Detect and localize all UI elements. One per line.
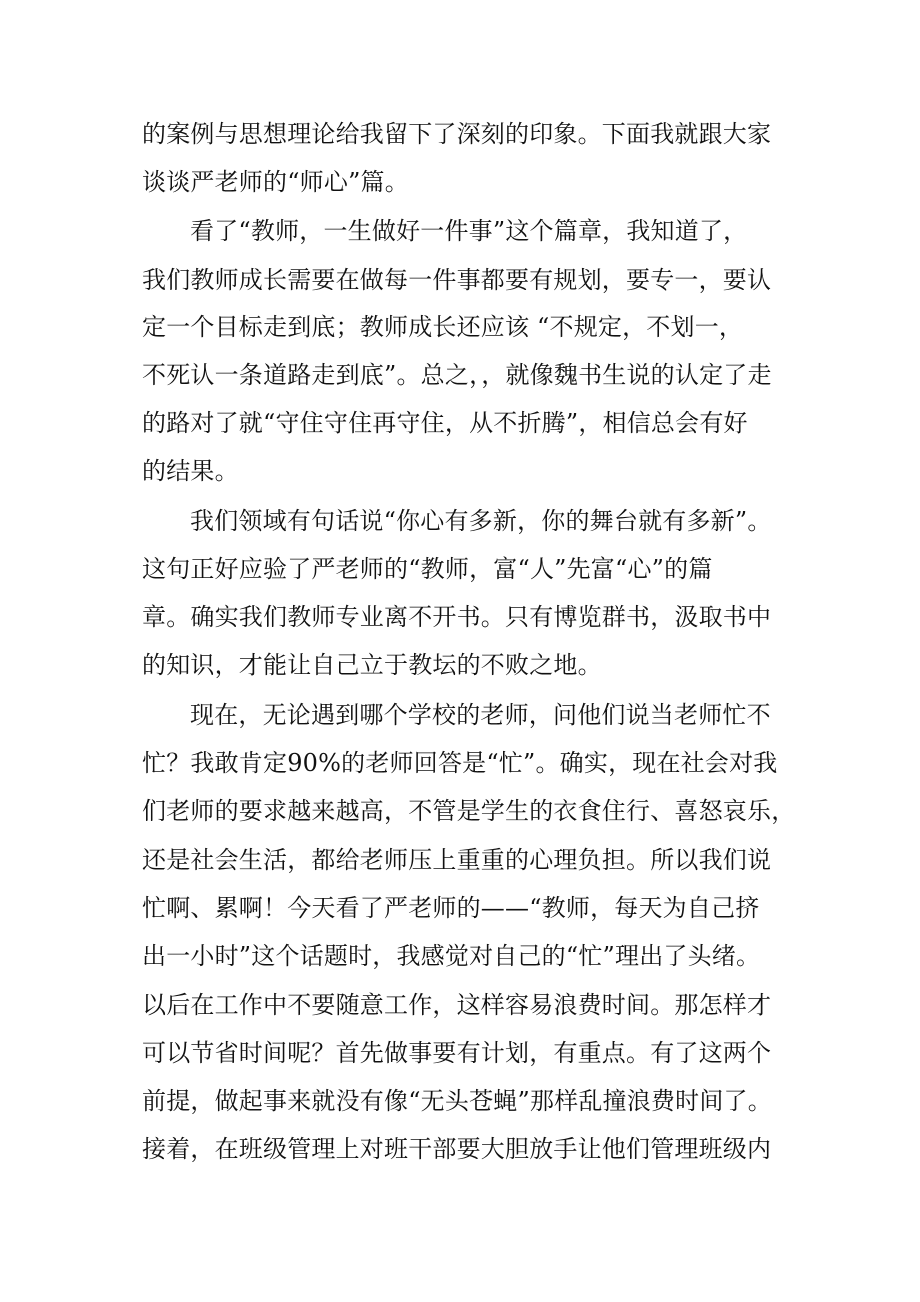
paragraph-2-line-6: 的结果。	[142, 457, 239, 485]
paragraph-4-line-9: 前提，做起事来就没有像“无头苍蝇”那样乱撞浪费时间了。	[142, 1087, 772, 1115]
paragraph-4-line-8: 可以节省时间呢？首先做事要有计划，有重点。有了这两个	[142, 1039, 772, 1067]
paragraph-4-line-3: 们老师的要求越来越高，不管是学生的衣食住行、喜怒哀乐，	[142, 797, 796, 825]
text-line-1: 的案例与思想理论给我留下了深刻的印象。下面我就跟大家	[142, 120, 772, 148]
paragraph-2-line-4: 不死认一条道路走到底”。总之，，就像魏书生说的认定了走	[142, 361, 772, 389]
paragraph-3-line-3: 章。确实我们教师专业离不开书。只有博览群书，汲取书中	[142, 603, 772, 631]
text-line-2: 谈谈严老师的“师心”篇。	[142, 168, 409, 196]
paragraph-4-line-10: 接着，在班级管理上对班干部要大胆放手让他们管理班级内	[142, 1135, 772, 1163]
paragraph-3-line-4: 的知识，才能让自己立于教坛的不败之地。	[142, 651, 602, 679]
paragraph-2-line-3: 定一个目标走到底；教师成长还应该 “不规定，不划一，	[142, 313, 744, 341]
paragraph-4-line-6: 出一小时”这个话题时，我感觉对自己的“忙”理出了头绪。	[142, 942, 761, 970]
paragraph-2-line-2: 我们教师成长需要在做每一件事都要有规划，要专一，要认	[142, 266, 772, 294]
paragraph-4-line-4: 还是社会生活，都给老师压上重重的心理负担。所以我们说	[142, 846, 772, 874]
paragraph-4-line-5: 忙啊、累啊！今天看了严老师的——“教师，每天为自己挤	[142, 894, 760, 922]
paragraph-4-line-7: 以后在工作中不要随意工作，这样容易浪费时间。那怎样才	[142, 991, 772, 1019]
paragraph-4-line-1: 现在，无论遇到哪个学校的老师，问他们说当老师忙不	[190, 701, 771, 729]
paragraph-3-line-1: 我们领域有句话说“你心有多新，你的舞台就有多新”。	[190, 507, 772, 535]
paragraph-2-line-1: 看了“教师，一生做好一件事”这个篇章，我知道了，	[190, 217, 748, 245]
paragraph-2-line-5: 的路对了就“守住守住再守住，从不折腾”，相信总会有好	[142, 409, 748, 437]
paragraph-3-line-2: 这句正好应验了严老师的“教师，富“人”先富“心”的篇	[142, 555, 713, 583]
paragraph-4-line-2: 忙？我敢肯定90%的老师回答是“忙”。确实，现在社会对我	[142, 749, 778, 777]
